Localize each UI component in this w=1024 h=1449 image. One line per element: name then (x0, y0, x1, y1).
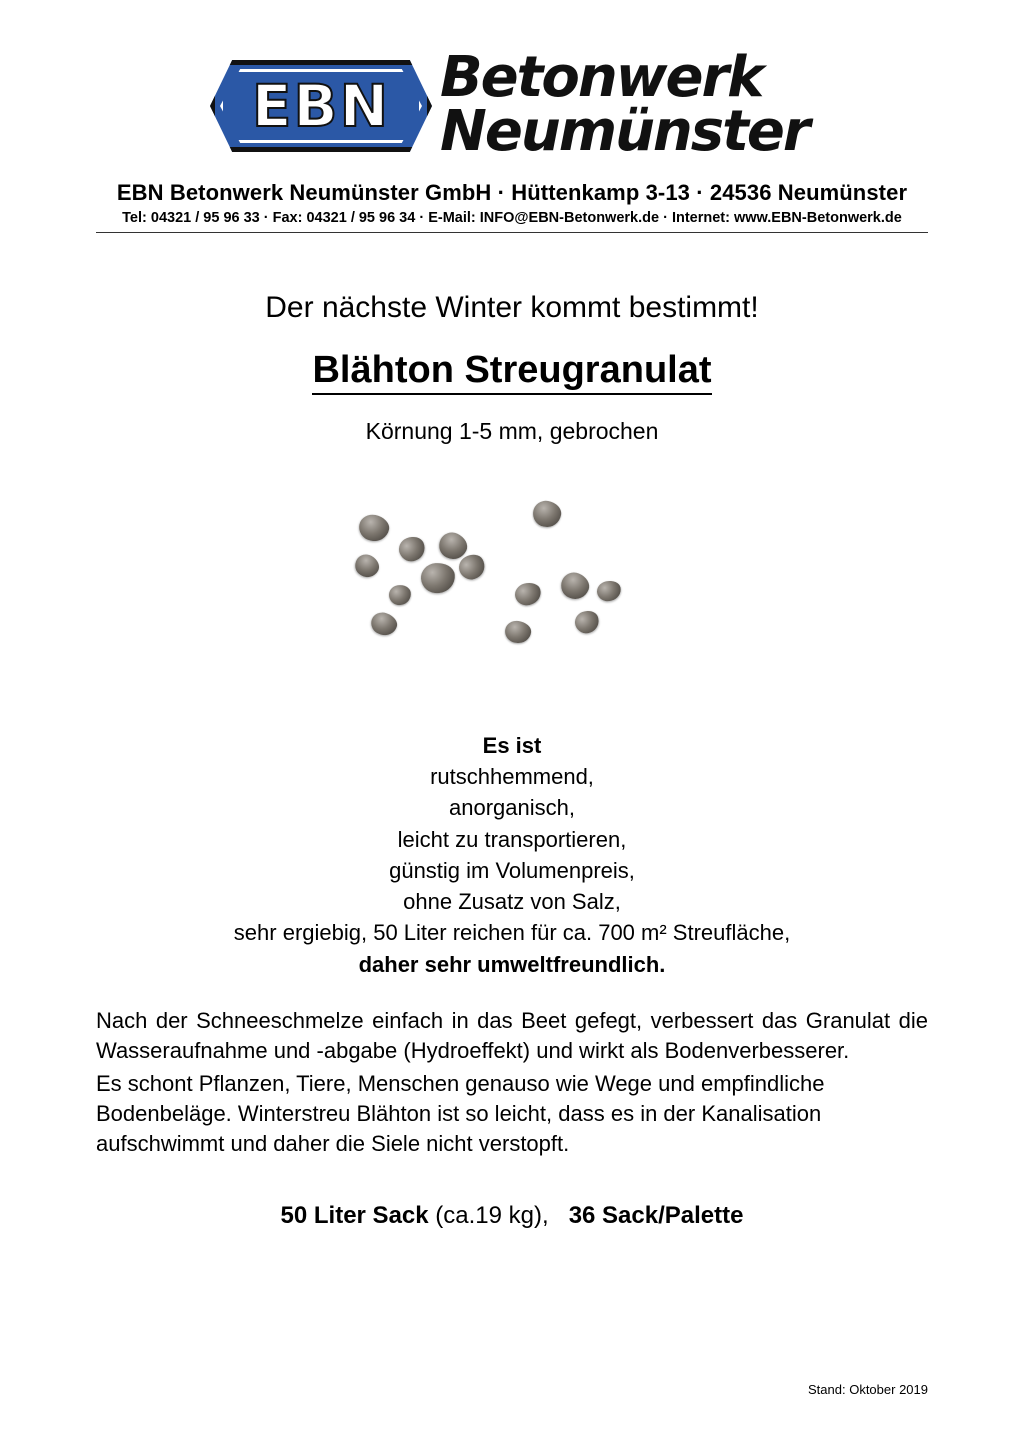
property-item-0: rutschhemmend, (430, 764, 594, 790)
company-contact-line: Tel: 04321 / 95 96 33 · Fax: 04321 / 95 96 34 · E-Mail: INFO@EBN-Betonwerk.de · Internet: www.EBN-Betonwerk.de (122, 210, 902, 226)
granule (420, 562, 456, 595)
granule (531, 499, 563, 529)
page-title (96, 349, 928, 392)
granule (513, 580, 544, 608)
company-contact-block (96, 210, 928, 233)
logo-graphic (202, 45, 822, 172)
ebn-badge-text: EBN (251, 72, 391, 140)
property-item-5: sehr ergiebig, 50 Liter reichen für ca. 700 m² Streufläche, (233, 920, 791, 946)
product-photo (347, 493, 677, 678)
logo-word-neumuenster: Neumünster (440, 98, 809, 164)
granule (572, 608, 602, 637)
packaging-sack: 50 Liter Sack (280, 1201, 429, 1229)
tagline: Der nächste Winter kommt bestimmt! (265, 291, 759, 324)
property-item-2: leicht zu transportieren, (397, 826, 627, 852)
company-address-line: EBN Betonwerk Neumünster GmbH · Hüttenkamp 3-13 · 24536 Neumünster (116, 180, 908, 205)
body-paragraph-2: Es schont Pflanzen, Tiere, Menschen genauso wie Wege und empfindliche Bodenbeläge. Winterstreu Blähton ist so leicht, dass es in der Kanalisation aufschwimmt und daher die Siele nicht verstopft. (96, 1070, 825, 1157)
packaging-weight: (ca.19 kg), (435, 1201, 549, 1229)
properties-closing: daher sehr umweltfreundlich. (358, 951, 666, 977)
logo-word-betonwerk: Betonwerk (440, 45, 763, 110)
properties-intro: Es ist (482, 733, 542, 758)
ebn-badge-icon (210, 60, 432, 152)
granule (351, 550, 383, 581)
document-status: Stand: Oktober 2019 (808, 1382, 928, 1397)
packaging-info (96, 1202, 928, 1230)
property-item-1: anorganisch, (449, 795, 575, 821)
granule (368, 610, 400, 639)
granule (388, 584, 413, 607)
company-logo (96, 0, 928, 172)
property-item-3: günstig im Volumenpreis, (389, 857, 635, 883)
granule (504, 619, 533, 644)
granule (395, 533, 428, 565)
granule (595, 579, 623, 604)
packaging-pallet: 36 Sack/Palette (568, 1201, 744, 1229)
property-item-4: ohne Zusatz von Salz, (403, 889, 621, 915)
body-paragraph-1: Nach der Schneeschmelze einfach in das Beet gefegt, verbessert das Granulat die Wasseraufnahme und -abgabe (Hydroeffekt) und wirkt als Bodenverbesserer. (96, 1007, 928, 1064)
product-subtitle: Körnung 1-5 mm, gebrochen (365, 418, 659, 444)
properties-block (96, 730, 928, 980)
logo-wordmark (440, 45, 822, 164)
granule (357, 512, 392, 544)
page-title-text: Blähton Streugranulat (312, 349, 711, 395)
granule (557, 569, 593, 604)
